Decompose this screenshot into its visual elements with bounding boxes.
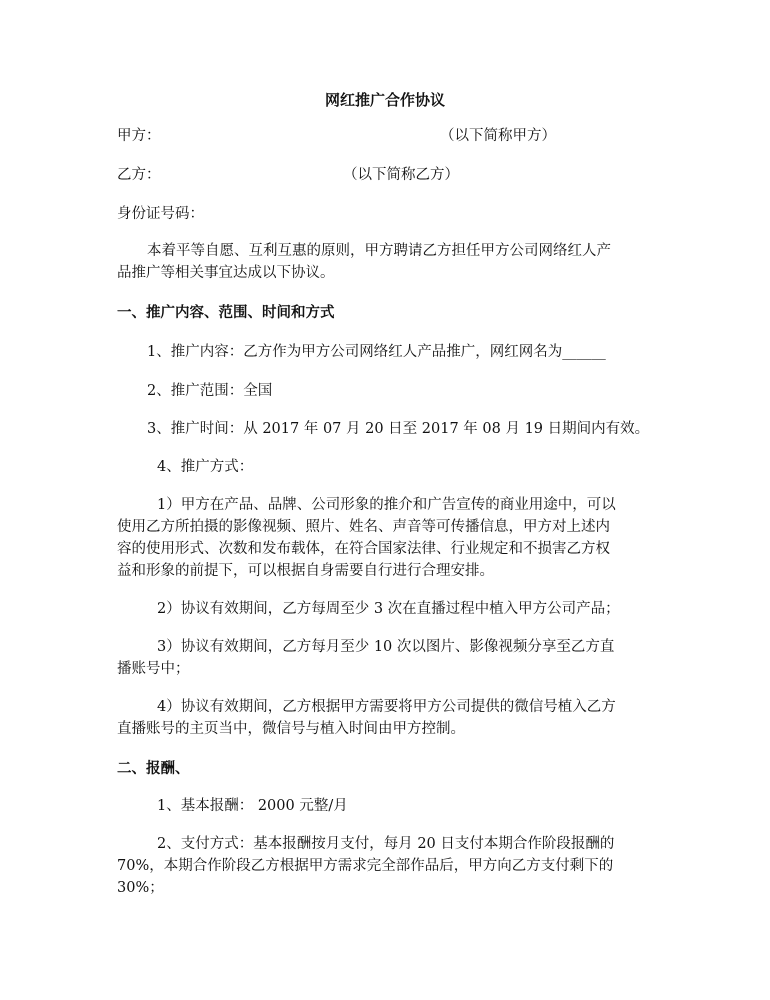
section-1-para-4-line: 4）协议有效期间，乙方根据甲方需要将甲方公司提供的微信号植入乙方 [157,699,616,715]
section-1-para-1-line: 使用乙方所拍摄的影像视频、照片、姓名、声音等可传播信息，甲方对上述内 [117,519,610,535]
section-2-item-2-line: 30%； [117,880,164,896]
section-1-para-1-line: 容的使用形式、次数和发布载体，在符合国家法律、行业规定和不损害乙方权 [117,541,610,557]
party-a-label: 甲方： [117,128,161,144]
section-1-para-1-line: 益和形象的前提下，可以根据自身需要自行进行合理安排。 [117,563,494,579]
section-1-item-1: 1、推广内容：乙方作为甲方公司网络红人产品推广，网红网名为______ [147,344,606,360]
section-1-heading: 一、推广内容、范围、时间和方式 [117,304,335,321]
section-1-item-4: 4、推广方式： [157,459,254,475]
intro-paragraph-line: 品推广等相关事宜达成以下协议。 [117,265,335,281]
section-2-item-2-line: 2、支付方式：基本报酬按月支付，每月 20 日支付本期合作阶段报酬的 [157,836,615,852]
section-1-item-3: 3、推广时间：从 2017 年 07 月 20 日至 2017 年 08 月 19 日期间内有效。 [147,421,650,437]
section-2-item-1: 1、基本报酬： 2000 元整/月 [157,798,348,814]
party-b-note: （以下简称乙方） [343,167,459,183]
party-b-label: 乙方： [117,167,161,183]
intro-paragraph-line: 本着平等自愿、互利互惠的原则，甲方聘请乙方担任甲方公司网络红人产 [147,243,611,259]
section-1-item-2: 2、推广范围：全国 [147,383,273,399]
section-2-heading: 二、报酬、 [117,760,190,777]
id-number-label: 身份证号码： [117,206,204,222]
section-1-para-4-line: 直播账号的主页当中，微信号与植入时间由甲方控制。 [117,721,465,737]
section-1-para-1-line: 1）甲方在产品、品牌、公司形象的推介和广告宣传的商业用途中，可以 [157,497,616,513]
section-1-para-3-line: 3）协议有效期间，乙方每月至少 10 次以图片、影像视频分享至乙方直 [157,639,615,655]
party-a-note: （以下简称甲方） [440,128,556,144]
document-title: 网红推广合作协议 [324,91,445,109]
section-1-para-3-line: 播账号中； [117,661,190,677]
section-1-para-2-line: 2）协议有效期间，乙方每周至少 3 次在直播过程中植入甲方公司产品； [157,601,620,617]
section-2-item-2-line: 70%，本期合作阶段乙方根据甲方需求完全部作品后，甲方向乙方支付剩下的 [117,858,614,874]
